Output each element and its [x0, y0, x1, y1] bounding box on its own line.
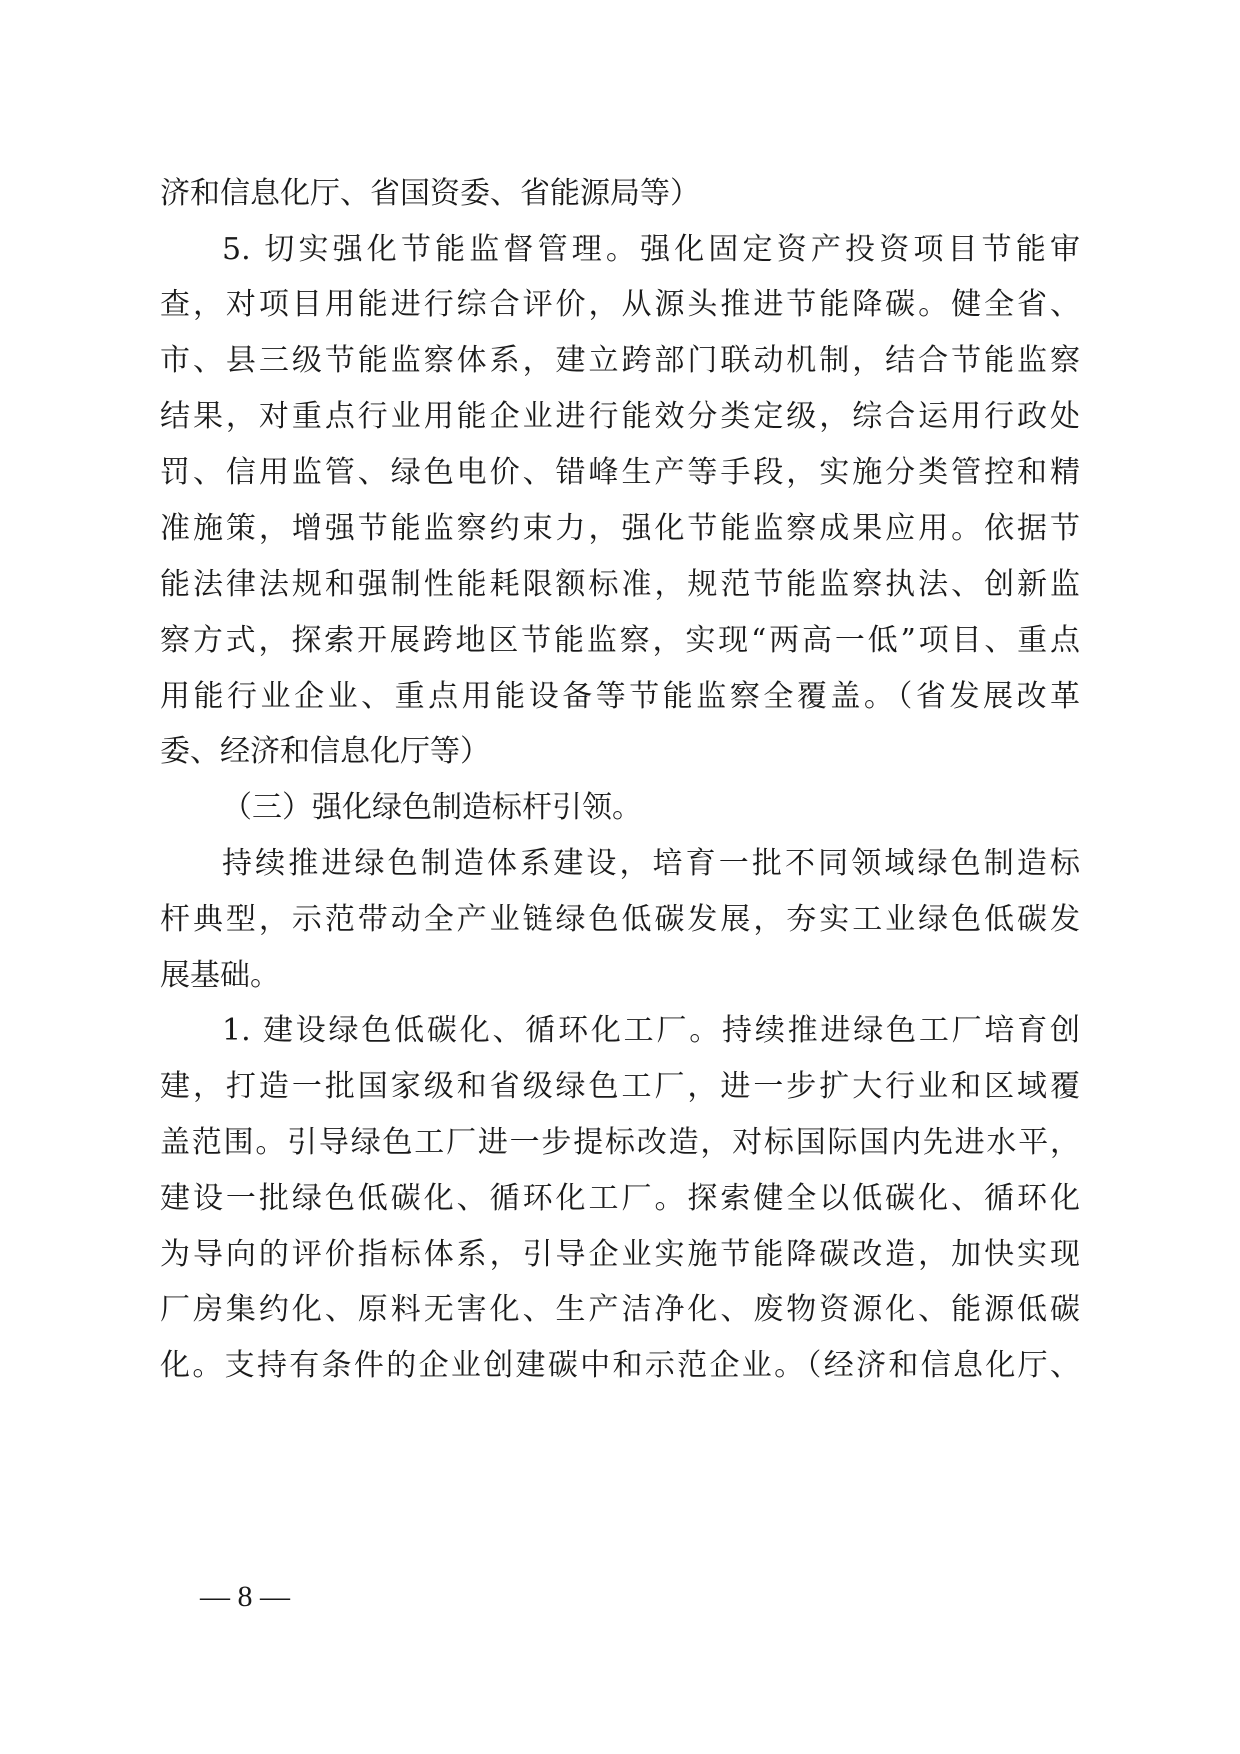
text-line: 察方式，探索开展跨地区节能监察，实现“两高一低”项目、重点: [160, 623, 1080, 658]
page-number: — 8 —: [200, 1580, 290, 1613]
text-line: 化。支持有条件的企业创建碳中和示范企业。（经济和信息化厅、: [160, 1348, 1080, 1383]
text-line: 查，对项目用能进行综合评价，从源头推进节能降碳。健全省、: [160, 287, 1080, 322]
section-heading: （三）强化绿色制造标杆引领。: [222, 790, 642, 825]
text-line: 5. 切实强化节能监督管理。强化固定资产投资项目节能审: [222, 232, 1080, 267]
text-line: 持续推进绿色制造体系建设，培育一批不同领域绿色制造标: [222, 846, 1080, 881]
text-line: 市、县三级节能监察体系，建立跨部门联动机制，结合节能监察: [160, 343, 1080, 378]
text-line: 用能行业企业、重点用能设备等节能监察全覆盖。（省发展改革: [160, 679, 1080, 714]
text-line: 厂房集约化、原料无害化、生产洁净化、废物资源化、能源低碳: [160, 1292, 1080, 1327]
text-line: 结果，对重点行业用能企业进行能效分类定级，综合运用行政处: [160, 399, 1080, 434]
text-line: 盖范围。引导绿色工厂进一步提标改造，对标国际国内先进水平，: [160, 1125, 1080, 1160]
text-line: 建，打造一批国家级和省级绿色工厂，进一步扩大行业和区域覆: [160, 1069, 1080, 1104]
text-line: 为导向的评价指标体系，引导企业实施节能降碳改造，加快实现: [160, 1237, 1080, 1272]
text-line: 1. 建设绿色低碳化、循环化工厂。持续推进绿色工厂培育创: [222, 1013, 1080, 1048]
text-line: 济和信息化厅、省国资委、省能源局等）: [160, 176, 700, 211]
text-line: 准施策，增强节能监察约束力，强化节能监察成果应用。依据节: [160, 511, 1080, 546]
text-line: 建设一批绿色低碳化、循环化工厂。探索健全以低碳化、循环化: [160, 1181, 1080, 1216]
text-line: 杆典型，示范带动全产业链绿色低碳发展，夯实工业绿色低碳发: [160, 902, 1080, 937]
text-line: 委、经济和信息化厅等）: [160, 734, 490, 769]
text-line: 展基础。: [160, 958, 280, 993]
text-line: 罚、信用监管、绿色电价、错峰生产等手段，实施分类管控和精: [160, 455, 1080, 490]
text-line: 能法律法规和强制性能耗限额标准，规范节能监察执法、创新监: [160, 567, 1080, 602]
